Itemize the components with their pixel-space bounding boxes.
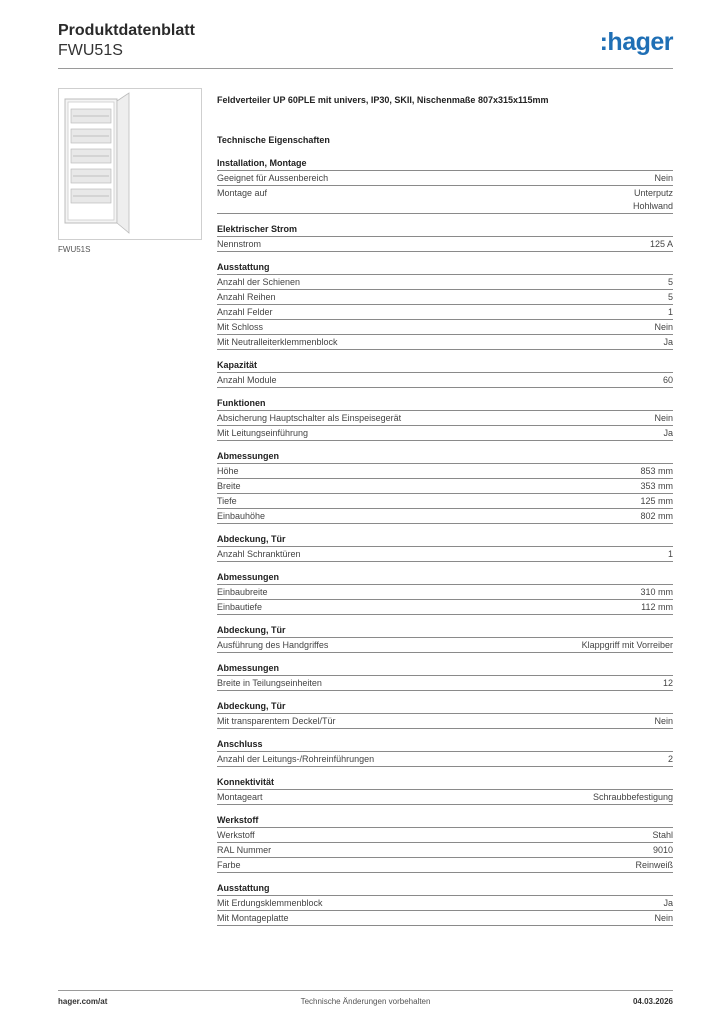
spec-row — [217, 290, 673, 305]
spec-value — [654, 172, 673, 185]
spec-row — [217, 585, 673, 600]
spec-section — [217, 814, 673, 873]
spec-value-line: Unterputz — [633, 188, 673, 198]
footer-date: 04.03.2026 — [632, 997, 673, 1006]
section-title: Konnektivität — [217, 776, 673, 790]
spec-label: Mit Schloss — [217, 322, 264, 332]
spec-value-line: Hohlwand — [632, 201, 673, 211]
spec-label: Absicherung Hauptschalter als Einspeisegerät — [217, 413, 402, 423]
spec-row — [217, 373, 673, 388]
spec-label: Tiefe — [217, 496, 237, 506]
spec-label: Einbautiefe — [217, 602, 263, 612]
spec-value — [668, 306, 673, 319]
spec-row — [217, 714, 673, 729]
spec-section — [217, 223, 673, 252]
spec-section — [217, 662, 673, 691]
footer-divider — [58, 990, 673, 991]
spec-value-line: 112 mm — [641, 602, 673, 612]
spec-section — [217, 700, 673, 729]
spec-label: Farbe — [217, 860, 241, 870]
spec-section — [217, 776, 673, 805]
section-title: Abdeckung, Tür — [217, 533, 673, 547]
spec-value-line: 9010 — [652, 845, 673, 855]
spec-value-line: Reinweiß — [635, 860, 673, 870]
spec-section — [217, 359, 673, 388]
spec-row — [217, 828, 673, 843]
spec-value-line: Ja — [663, 337, 673, 347]
image-caption: FWU51S — [58, 245, 91, 254]
spec-value-line: Nein — [654, 413, 673, 423]
spec-value-line: Ja — [663, 428, 673, 438]
spec-value — [654, 912, 673, 925]
spec-value — [663, 336, 673, 349]
section-title: Funktionen — [217, 397, 673, 411]
spec-value — [582, 639, 673, 652]
spec-section — [217, 450, 673, 524]
spec-value-line: 12 — [662, 678, 673, 688]
spec-label: Anzahl Schranktüren — [217, 549, 301, 559]
page-title: Produktdatenblatt — [58, 22, 195, 39]
spec-value-line: Nein — [654, 716, 673, 726]
spec-value — [640, 586, 673, 599]
spec-value-line: 853 mm — [640, 466, 673, 476]
spec-section — [217, 882, 673, 926]
spec-sections — [217, 157, 673, 926]
spec-label: Anzahl Felder — [217, 307, 273, 317]
spec-label: Werkstoff — [217, 830, 255, 840]
spec-row — [217, 858, 673, 873]
section-title: Abmessungen — [217, 450, 673, 464]
spec-value — [654, 412, 673, 425]
spec-label: Einbauhöhe — [217, 511, 266, 521]
spec-value — [668, 753, 673, 766]
header-divider — [58, 68, 673, 69]
spec-value-line: Klappgriff mit Vorreiber — [581, 640, 673, 650]
page-header — [58, 20, 673, 66]
spec-row — [217, 479, 673, 494]
section-title: Kapazität — [217, 359, 673, 373]
spec-label: Anzahl Reihen — [217, 292, 276, 302]
spec-label: Einbaubreite — [217, 587, 268, 597]
spec-section — [217, 397, 673, 441]
footer-notice: Technische Änderungen vorbehalten — [300, 997, 431, 1006]
spec-row — [217, 843, 673, 858]
spec-row — [217, 320, 673, 335]
spec-row — [217, 305, 673, 320]
spec-row — [217, 911, 673, 926]
spec-row — [217, 411, 673, 426]
spec-value — [654, 321, 673, 334]
spec-value — [635, 859, 673, 872]
spec-section — [217, 261, 673, 350]
spec-row — [217, 171, 673, 186]
spec-value — [650, 238, 673, 251]
spec-value — [663, 677, 673, 690]
spec-section — [217, 738, 673, 767]
spec-value-line: Nein — [654, 173, 673, 183]
spec-row — [217, 509, 673, 524]
spec-label: Mit transparentem Deckel/Tür — [217, 716, 336, 726]
spec-value — [652, 829, 673, 842]
spec-label: Anzahl Module — [217, 375, 277, 385]
spec-value-line: 125 mm — [640, 496, 673, 506]
spec-value-line: Nein — [654, 913, 673, 923]
spec-label: RAL Nummer — [217, 845, 272, 855]
spec-row — [217, 752, 673, 767]
spec-row — [217, 335, 673, 350]
product-details — [217, 95, 673, 935]
spec-row — [217, 464, 673, 479]
spec-row — [217, 896, 673, 911]
spec-value — [668, 548, 673, 561]
distribution-cabinet-image — [59, 89, 203, 241]
spec-value-line: Stahl — [652, 830, 673, 840]
spec-value — [653, 844, 673, 857]
section-title: Elektrischer Strom — [217, 223, 673, 237]
footer-website[interactable]: hager.com/at — [58, 997, 108, 1006]
section-title: Ausstattung — [217, 882, 673, 896]
section-title: Abmessungen — [217, 662, 673, 676]
spec-row — [217, 237, 673, 252]
spec-label: Mit Erdungsklemmenblock — [217, 898, 323, 908]
spec-label: Ausführung des Handgriffes — [217, 640, 329, 650]
spec-value — [640, 480, 673, 493]
section-title: Abdeckung, Tür — [217, 624, 673, 638]
spec-value — [593, 791, 673, 804]
spec-value-line: 310 mm — [640, 587, 673, 597]
spec-label: Nennstrom — [217, 239, 262, 249]
spec-value — [640, 510, 673, 523]
spec-value — [654, 715, 673, 728]
tech-heading: Technische Eigenschaften — [217, 135, 330, 145]
spec-value — [668, 291, 673, 304]
spec-section — [217, 624, 673, 653]
spec-label: Höhe — [217, 466, 239, 476]
spec-row — [217, 638, 673, 653]
spec-label: Montageart — [217, 792, 263, 802]
spec-value-line: 2 — [667, 754, 673, 764]
spec-value — [633, 187, 673, 213]
spec-value — [663, 374, 673, 387]
product-code: FWU51S — [58, 42, 123, 59]
spec-row — [217, 676, 673, 691]
hager-logo[interactable]: :hager — [599, 28, 673, 56]
section-title: Installation, Montage — [217, 157, 673, 171]
spec-label: Mit Montageplatte — [217, 913, 289, 923]
product-image — [58, 88, 202, 240]
spec-value — [668, 276, 673, 289]
spec-value — [640, 495, 673, 508]
spec-value-line: Nein — [654, 322, 673, 332]
spec-value-line: 1 — [667, 549, 673, 559]
spec-value-line: Ja — [663, 898, 673, 908]
section-title: Werkstoff — [217, 814, 673, 828]
spec-section — [217, 157, 673, 214]
spec-value — [640, 465, 673, 478]
spec-row — [217, 547, 673, 562]
section-title: Abdeckung, Tür — [217, 700, 673, 714]
spec-value-line: 125 A — [649, 239, 673, 249]
spec-row — [217, 426, 673, 441]
spec-value — [641, 601, 673, 614]
spec-value-line: Schraubbefestigung — [592, 792, 673, 802]
spec-label: Anzahl der Leitungs-/Rohreinführungen — [217, 754, 375, 764]
spec-value-line: 5 — [667, 277, 673, 287]
spec-value-line: 5 — [667, 292, 673, 302]
spec-section — [217, 533, 673, 562]
spec-value-line: 60 — [662, 375, 673, 385]
spec-label: Breite — [217, 481, 241, 491]
spec-value-line: 1 — [667, 307, 673, 317]
spec-value-line: 353 mm — [640, 481, 673, 491]
spec-value — [663, 897, 673, 910]
spec-value-line: 802 mm — [640, 511, 673, 521]
spec-label: Montage auf — [217, 188, 268, 198]
section-title: Ausstattung — [217, 261, 673, 275]
product-description: Feldverteiler UP 60PLE mit univers, IP30, SKII, Nischenmaße 807x315x115mm — [217, 95, 549, 105]
spec-label: Breite in Teilungseinheiten — [217, 678, 322, 688]
spec-label: Mit Neutralleiterklemmenblock — [217, 337, 338, 347]
spec-value — [663, 427, 673, 440]
spec-row — [217, 186, 673, 214]
section-title: Anschluss — [217, 738, 673, 752]
spec-section — [217, 571, 673, 615]
spec-label: Anzahl der Schienen — [217, 277, 301, 287]
spec-row — [217, 600, 673, 615]
spec-label: Mit Leitungseinführung — [217, 428, 309, 438]
spec-row — [217, 790, 673, 805]
spec-row — [217, 275, 673, 290]
spec-row — [217, 494, 673, 509]
section-title: Abmessungen — [217, 571, 673, 585]
spec-label: Geeignet für Aussenbereich — [217, 173, 329, 183]
